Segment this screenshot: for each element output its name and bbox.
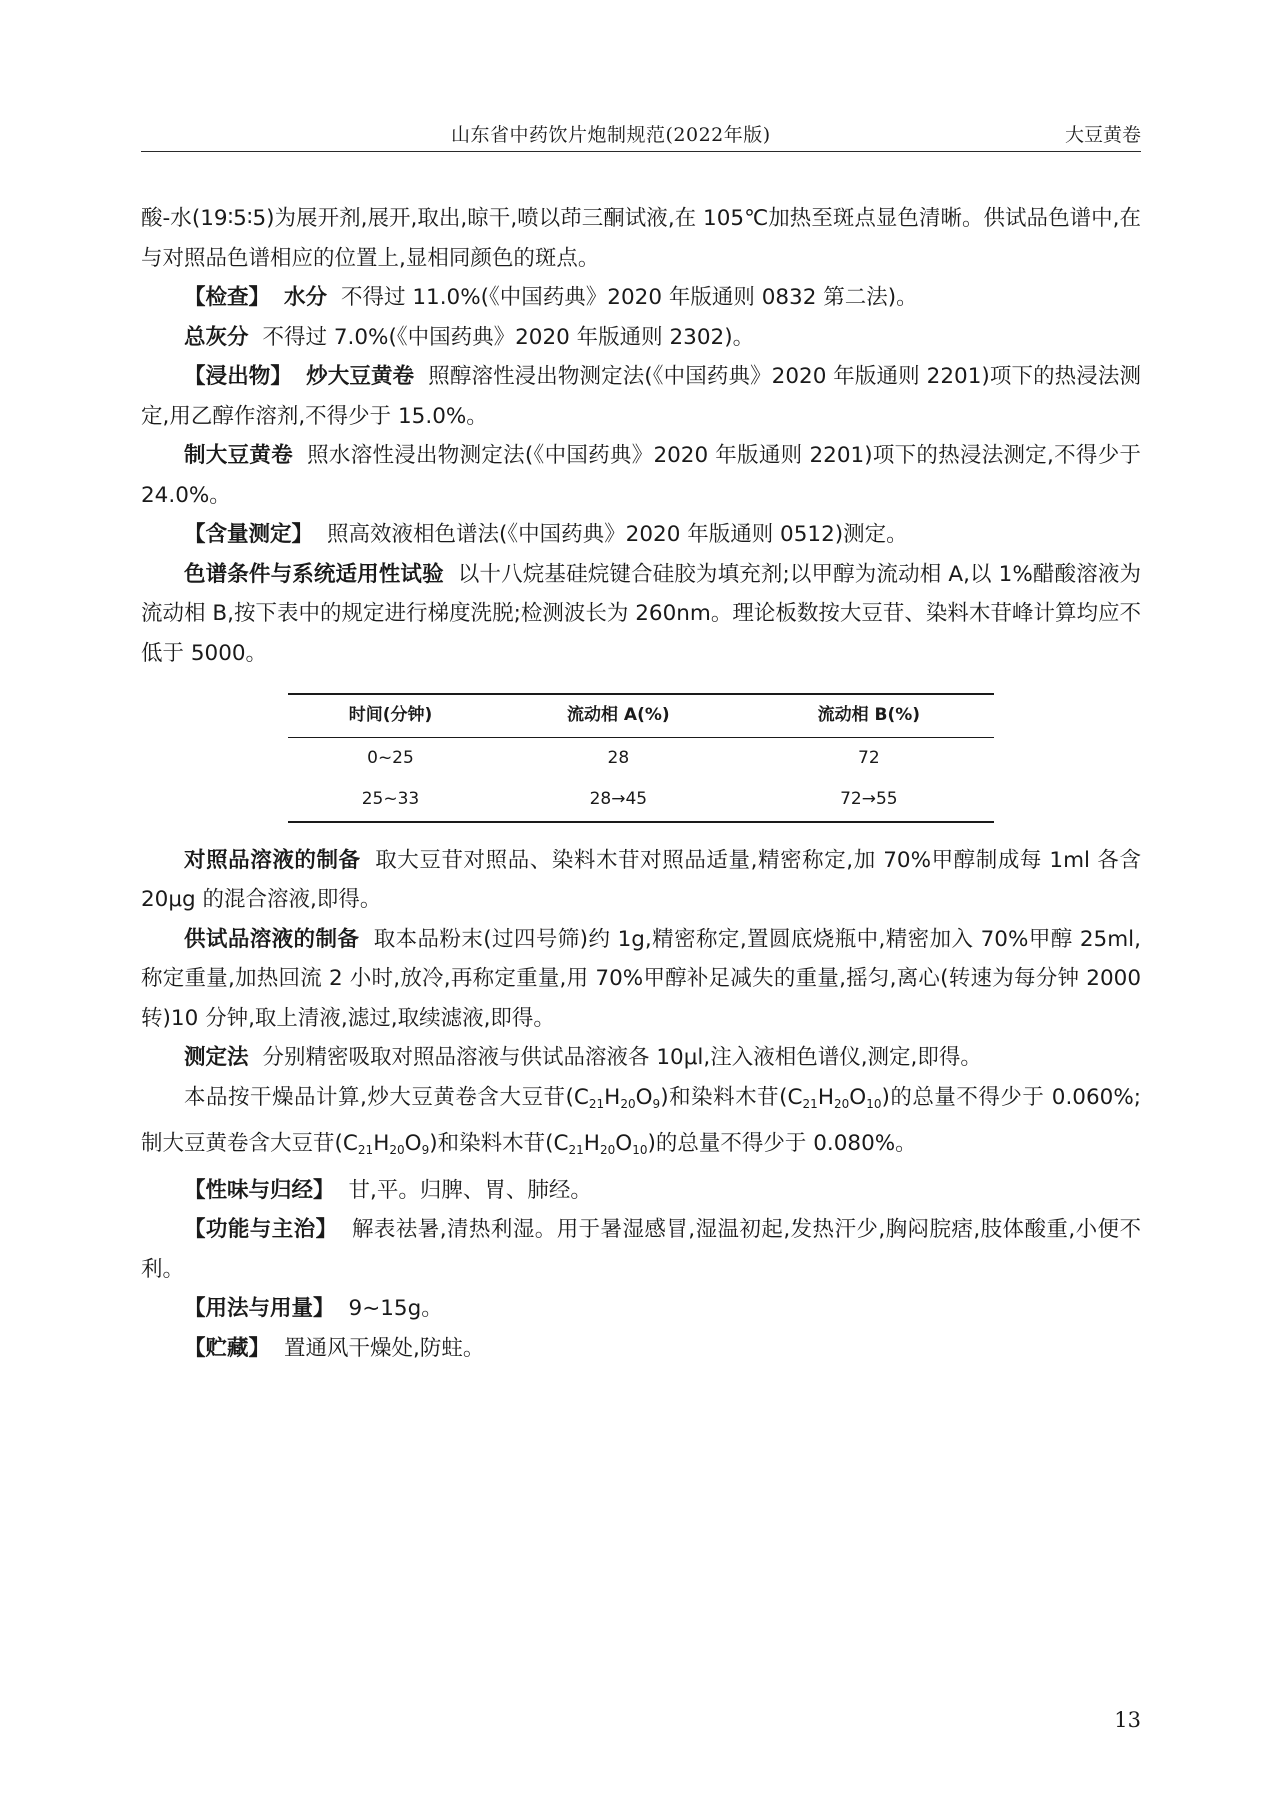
document-body <box>141 199 1141 1368</box>
page-number: 13 <box>1114 1708 1141 1732</box>
result-text: )和染料木苷(C <box>660 1084 803 1110</box>
storage-heading: 【贮藏】 <box>184 1335 271 1361</box>
paragraph-taste <box>141 1171 1141 1211</box>
check-heading: 【检查】 <box>184 285 271 310</box>
running-head <box>141 112 1141 152</box>
method-text: 分别精密吸取对照品溶液与供试品溶液各 10μl,注入液相色谱仪,测定,即得。 <box>262 1045 982 1070</box>
extract-heading: 【浸出物】 <box>184 364 293 389</box>
gradient-table <box>288 693 994 823</box>
table-cell: 25~33 <box>361 789 420 809</box>
paragraph-tlc-continued: 酸-水(19∶5∶5)为展开剂,展开,取出,晾干,喷以茚三酮试液,在 105℃加热至斑点显色清晰。供试品色谱中,在与对照品色谱相应的位置上,显相同颜色的斑点。 <box>141 206 1141 271</box>
formula-o: O <box>615 1131 633 1156</box>
subscript: 10 <box>866 1096 882 1111</box>
paragraph-ash <box>141 318 1141 358</box>
paragraph-chromatography <box>141 555 1141 674</box>
subscript: 9 <box>652 1096 661 1111</box>
function-text: 解表祛暑,清热利湿。用于暑湿感冒,湿温初起,发热汗少,胸闷脘痞,肢体酸重,小便不利。 <box>141 1217 1141 1282</box>
dosage-heading: 【用法与用量】 <box>184 1296 335 1321</box>
paragraph-sample-solution <box>141 920 1141 1039</box>
formula-h: H <box>583 1131 600 1156</box>
table-cell: 0~25 <box>367 747 414 768</box>
table-cell: 72 <box>858 747 880 768</box>
ref-text: 取大豆苷对照品、染料木苷对照品适量,精密称定,加 70%甲醇制成每 1ml 各含 20μg 的混合溶液,即得。 <box>141 847 1141 912</box>
paragraph-method <box>141 1038 1141 1078</box>
table-row <box>288 779 994 822</box>
subscript: 20 <box>599 1143 616 1157</box>
section-title: 大豆黄卷 <box>1064 124 1141 146</box>
subscript: 10 <box>632 1143 648 1157</box>
result-text: )的总量不得少于 0.080%。 <box>647 1131 917 1156</box>
table-row <box>288 737 994 779</box>
formula-o: O <box>635 1084 653 1110</box>
water-label: 水分 <box>284 285 328 310</box>
paragraph-check <box>141 278 1141 318</box>
paragraph-prepared <box>141 436 1141 515</box>
paragraph-storage <box>141 1329 1141 1369</box>
table-header-cell: 流动相 B(%) <box>817 705 921 725</box>
subscript: 20 <box>833 1096 850 1111</box>
paragraph-function <box>141 1210 1141 1289</box>
ref-label: 对照品溶液的制备 <box>184 847 361 873</box>
water-text: 不得过 11.0%(《中国药典》2020 年版通则 0832 第二法)。 <box>341 285 918 310</box>
taste-heading: 【性味与归经】 <box>184 1177 335 1203</box>
formula-o: O <box>849 1084 867 1110</box>
paragraph-reference-solution <box>141 841 1141 920</box>
table-cell: 28→45 <box>589 789 648 809</box>
fried-label: 炒大豆黄卷 <box>306 364 415 389</box>
prepared-label: 制大豆黄卷 <box>184 443 293 468</box>
result-text: 本品按干燥品计算,炒大豆黄卷含大豆苷(C <box>184 1084 589 1110</box>
table-header-cell: 流动相 A(%) <box>567 705 670 725</box>
gradient-table-wrapper <box>141 693 1141 823</box>
fried-text: 照醇溶性浸出物测定法(《中国药典》2020 年版通则 2201)项下的热浸法测定,用乙醇作溶剂,不得少于 15.0%。 <box>141 364 1141 429</box>
storage-text: 置通风干燥处,防蛀。 <box>284 1335 485 1361</box>
assay-heading: 【含量测定】 <box>184 522 314 547</box>
subscript: 20 <box>389 1143 405 1157</box>
paragraph-content-limit <box>141 1078 1141 1171</box>
book-title: 山东省中药饮片炮制规范(2022年版) <box>451 124 771 146</box>
subscript: 20 <box>620 1096 636 1111</box>
sample-text: 取本品粉末(过四号筛)约 1g,精密称定,置圆底烧瓶中,精密加入 70%甲醇 25ml,称定重量,加热回流 2 小时,放冷,再称定重量,用 70%甲醇补足减失的重量,摇匀,离心(转速为每分钟 2000 转)10 分钟,取上清液,滤过,取续滤液,即得。 <box>141 926 1141 1031</box>
ash-label: 总灰分 <box>184 324 249 350</box>
paragraph-extract <box>141 357 1141 436</box>
formula-h: H <box>817 1084 834 1110</box>
dosage-text: 9~15g。 <box>348 1296 443 1321</box>
assay-text: 照高效液相色谱法(《中国药典》2020 年版通则 0512)测定。 <box>327 522 908 547</box>
method-label: 测定法 <box>184 1045 249 1070</box>
formula-o: O <box>404 1131 422 1156</box>
table-cell: 72→55 <box>840 789 898 809</box>
subscript: 21 <box>802 1096 818 1111</box>
formula-h: H <box>604 1084 621 1110</box>
result-text: )的总量不得少于 0.060%;制大豆黄卷含大豆苷(C <box>141 1084 1141 1156</box>
table-header-cell: 时间(分钟) <box>348 705 433 725</box>
table-cell: 28 <box>607 747 630 768</box>
subscript: 21 <box>588 1096 605 1111</box>
prepared-text: 照水溶性浸出物测定法(《中国药典》2020 年版通则 2201)项下的热浸法测定,不得少于 24.0%。 <box>141 443 1141 508</box>
sample-label: 供试品溶液的制备 <box>184 926 360 952</box>
table-header-row <box>288 694 994 737</box>
chrom-text: 以十八烷基硅烷键合硅胶为填充剂;以甲醇为流动相 A,以 1%醋酸溶液为流动相 B,按下表中的规定进行梯度洗脱;检测波长为 260nm。理论板数按大豆苷、染料木苷峰计算均应不低于 5000。 <box>141 561 1141 666</box>
paragraph-assay <box>141 515 1141 555</box>
ash-text: 不得过 7.0%(《中国药典》2020 年版通则 2302)。 <box>262 324 755 350</box>
function-heading: 【功能与主治】 <box>184 1217 338 1242</box>
subscript: 9 <box>421 1143 430 1157</box>
chrom-label: 色谱条件与系统适用性试验 <box>184 561 444 587</box>
subscript: 21 <box>357 1143 374 1157</box>
paragraph-dosage <box>141 1289 1141 1329</box>
subscript: 21 <box>568 1143 584 1157</box>
result-text: )和染料木苷(C <box>429 1131 569 1156</box>
header-rule <box>141 151 1141 152</box>
taste-text: 甘,平。归脾、胃、肺经。 <box>348 1177 592 1203</box>
formula-h: H <box>373 1131 390 1156</box>
